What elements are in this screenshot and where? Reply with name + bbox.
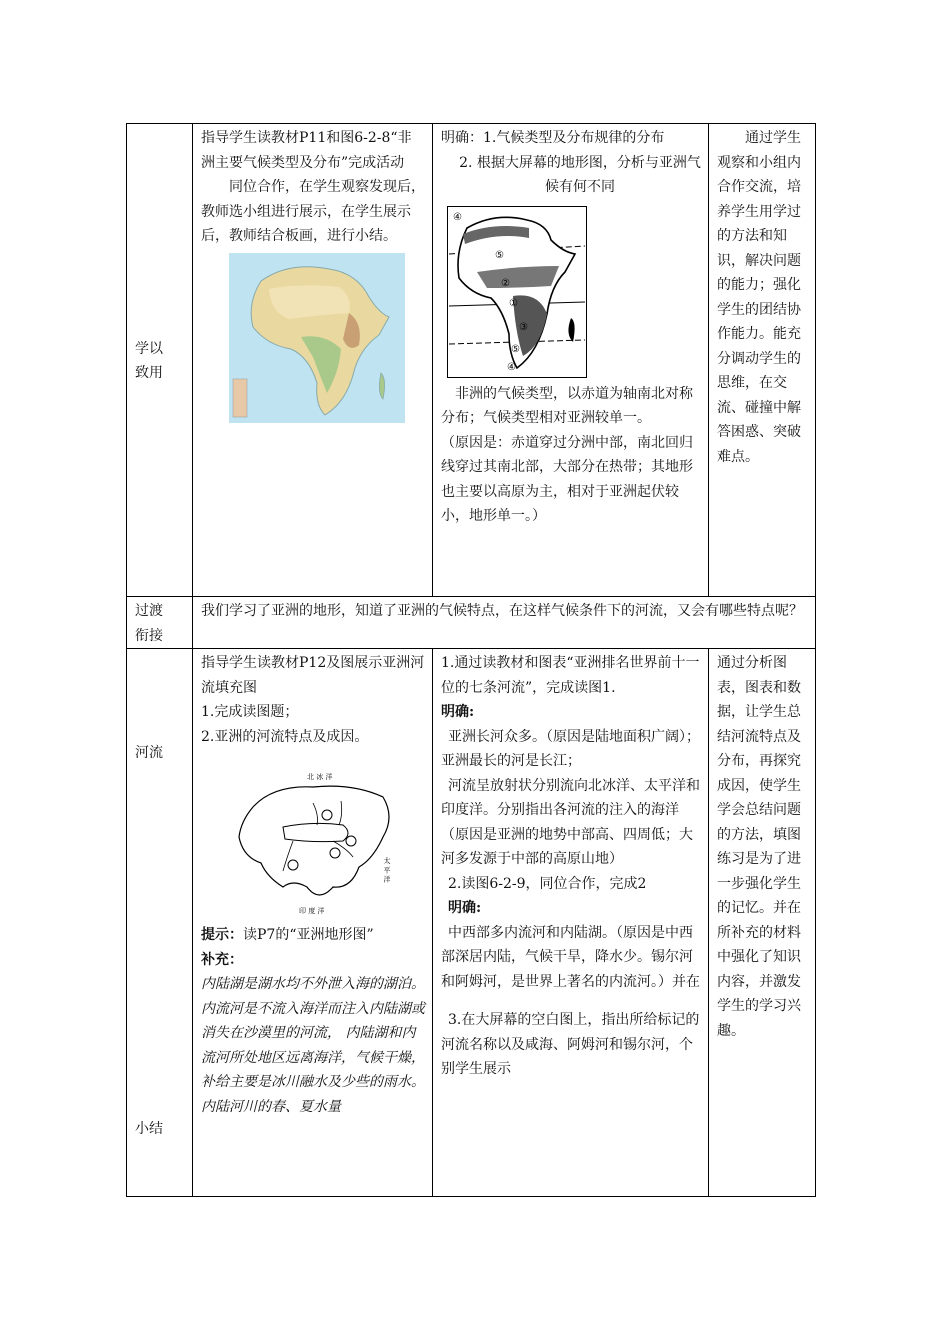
teacher-activity-rivers: 指导学生读教材P12及图展示亚洲河流填充图 1.完成读图题； 2.亚洲的河流特点及成因。 北 冰 洋 太 平 洋 印 度 洋 提示：读P7的“亚洲地形图” 补充： 内陆湖是湖水均不外泄入海的湖泊。内流河是不流入海洋而注入内陆湖或消失在沙漠里的河流， 内陆湖和内流河所处地区远离海洋，气候干燥，补给主要是冰川融水及少些的雨水。内陆河川的春、夏水量 — [193, 649, 433, 1197]
africa-physical-map — [229, 253, 405, 423]
reason: （原因是：赤道穿过分洲中部，南北回归线穿过其南北部，大部分在热带；其地形也主要以高原为主，相对于亚洲起伏较小，地形单一。） — [441, 434, 693, 524]
row-apply — [127, 124, 816, 597]
row-rivers — [127, 649, 816, 1197]
supplement: 内陆湖是湖水均不外泄入海的湖泊。内流河是不流入海洋而注入内陆湖或消失在沙漠里的河流， 内陆湖和内流河所处地区远离海洋，气候干燥，补给主要是冰川融水及少些的雨水。内陆河川的春、夏水量 — [201, 976, 425, 1115]
student-activity-rivers: 1.通过读教材和图表“亚洲排名世界前十一位的七条河流”，完成读图1. 明确: 亚洲长河众多。（原因是陆地面积广阔）；亚洲最长的河是长江； 河流呈放射状分别流向北冰洋、太平洋和印度洋。分别指出各河流的注入的海洋（原因是亚洲的地势中部高、四周低；大河多发源于中部的高原山地） 2.读图6-2-9，同位合作，完成2 明确: 中西部多内流河和内陆湖。（原因是中西部深居内陆，气候干旱，降水少。锡尔河和阿姆河，是世界上著名的内流河。）并在 3.在大屏幕的空白图上，指出所给标记的河流名称以及咸海、阿姆河和锡尔河，个别学生展示 — [433, 649, 709, 1197]
teacher-process: 同位合作，在学生观察发现后，教师选小组进行展示，在学生展示后，教师结合板画，进行小结。 — [201, 179, 425, 244]
row-transition — [127, 597, 816, 649]
clarify-1: 明确：1.气候类型及分布规律的分布 — [441, 130, 665, 146]
climate-mark: ② — [501, 277, 510, 289]
climate-mark: ④ — [507, 361, 516, 373]
design-intent-rivers: 通过分析图表，图表和数据，让学生总结河流特点及分布，再探究成因，使学生学会总结问题的方法，填图练习是为了进一步强化学生的记忆。并在所补充的材料中强化了知识内容，并激发学生的学习兴趣。 — [709, 649, 816, 1197]
climate-mark: ④ — [453, 211, 462, 223]
climate-mark: ⑤ — [495, 249, 504, 261]
row-label-transition: 过渡衔接 — [127, 597, 193, 649]
asia-rivers-map — [223, 767, 403, 917]
design-intent-apply: 通过学生观察和小组内合作交流，培养学生用学过的方法和知识，解决问题的能力；强化学生的团结协作能力。能充分调动学生的思维，在交流、碰撞中解答困惑、突破难点。 — [709, 124, 816, 597]
student-activity-apply — [433, 124, 709, 597]
map-label-indian: 印 度 洋 — [299, 907, 325, 915]
teacher-activity-apply — [193, 124, 433, 597]
climate-mark: ⑤ — [511, 343, 520, 355]
climate-mark: ③ — [519, 321, 528, 333]
label-summary: 小结 — [135, 1121, 163, 1137]
lesson-plan-table — [126, 123, 816, 1197]
map-label-pacific: 太 平 洋 — [383, 857, 391, 883]
row-label-rivers — [127, 649, 193, 1197]
row-label-apply: 学以致用 — [127, 124, 193, 597]
africa-climate-map — [447, 206, 587, 378]
transition-text: 我们学习了亚洲的地形，知道了亚洲的气候特点，在这样气候条件下的河流，又会有哪些特点呢？ — [193, 597, 816, 649]
climate-mark: ① — [509, 297, 518, 309]
conclusion: 非洲的气候类型，以赤道为轴南北对称分布；气候类型相对亚洲较单一。 — [441, 385, 693, 426]
teacher-instruction: 指导学生读教材P11和图6-2-8“非洲主要气候类型及分布”完成活动 — [201, 130, 412, 171]
label-rivers: 河流 — [135, 745, 163, 761]
hint: 提示：读P7的“亚洲地形图” — [201, 927, 374, 943]
clarify-2: 2. 根据大屏幕的地形图，分析与亚洲气候有何不同 — [459, 154, 701, 195]
map-label-arctic: 北 冰 洋 — [307, 773, 333, 781]
